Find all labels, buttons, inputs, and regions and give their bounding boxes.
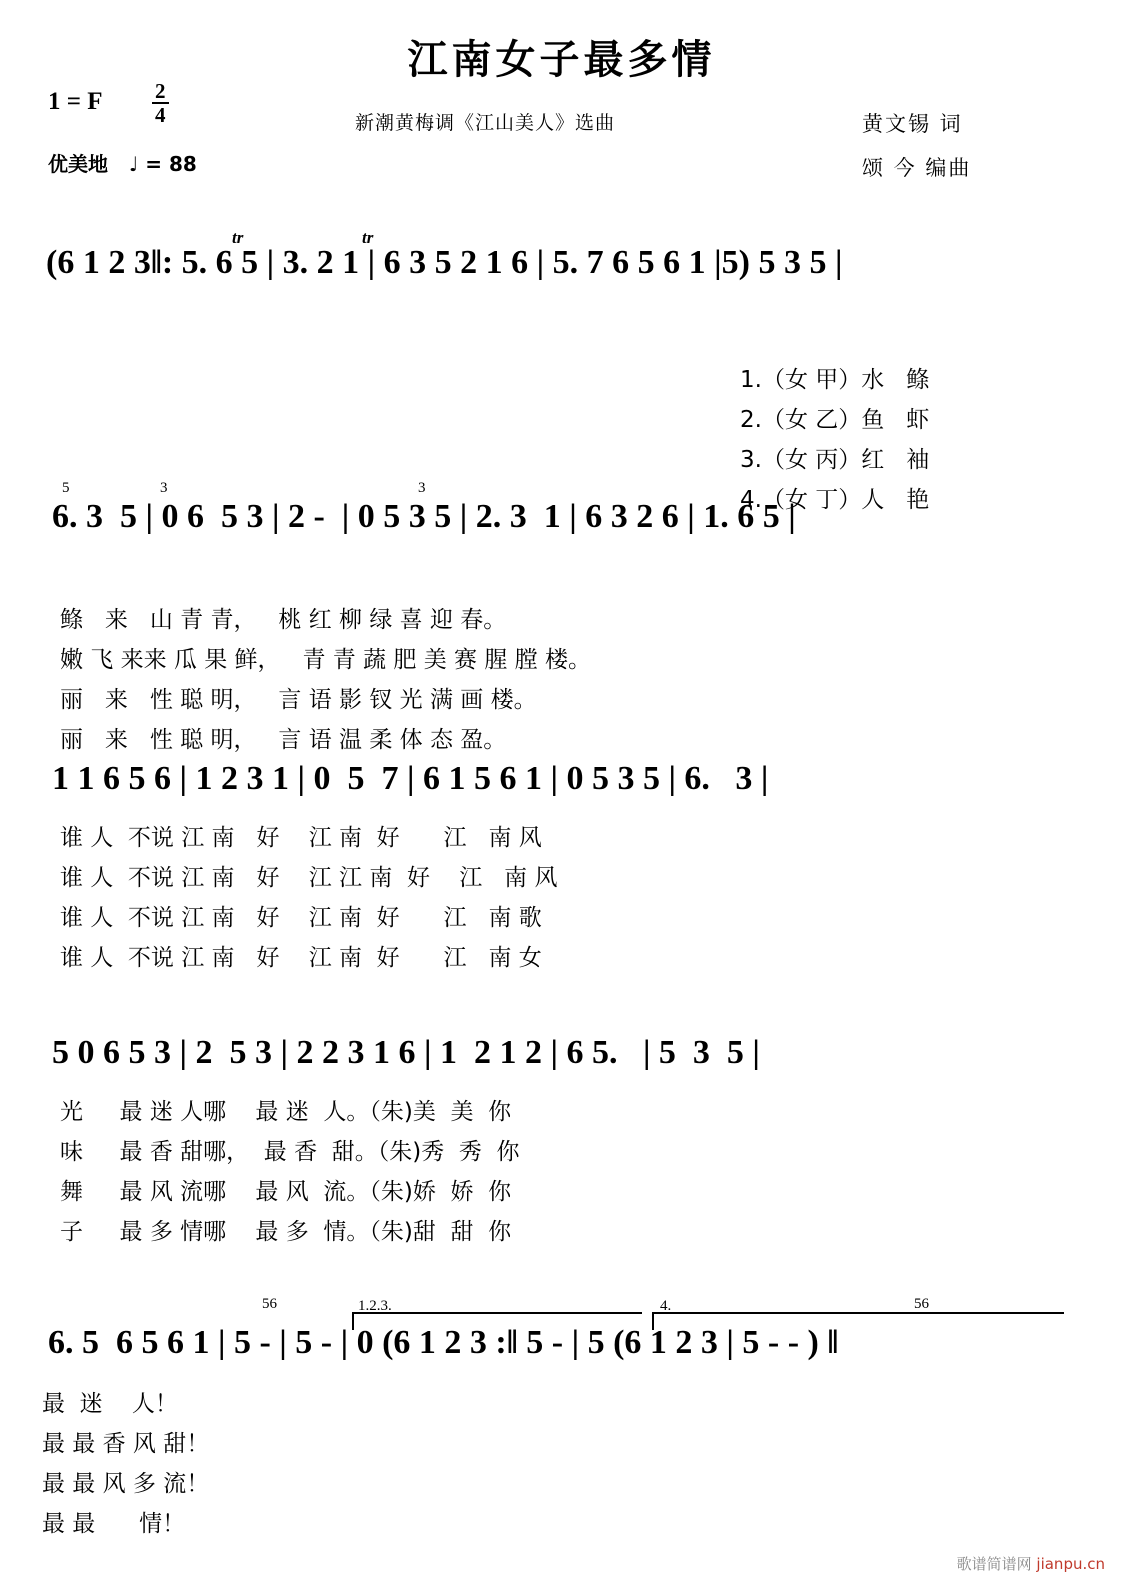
meter-numerator: 2 bbox=[152, 80, 169, 104]
notation-line: 5 0 6 5 3 | 2 5 3 | 2 2 3 1 6 | 1 2 1 2 | 6 5. | 5 3 5 | bbox=[52, 1034, 760, 1071]
trill-mark: tr bbox=[232, 228, 244, 247]
lyric-line: 丽 来 性 聪 明， 言 语 温 柔 体 态 盈。 bbox=[60, 727, 507, 753]
lyric-line: 舞 最 风 流哪 最 风 流。（朱)娇 娇 你 bbox=[60, 1179, 512, 1205]
fingering-mark: 56 bbox=[262, 1296, 277, 1312]
trill-mark: tr bbox=[362, 228, 374, 247]
composer-credit: 颂 今 编曲 bbox=[862, 156, 972, 180]
lyricist-credit: 黄文锡 词 bbox=[862, 112, 963, 136]
lyric-line: 鲦 来 山 青 青， 桃 红 柳 绿 喜 迎 春。 bbox=[60, 607, 507, 633]
lyric-line: 嫩 飞 来来 瓜 果 鲜， 青 青 蔬 肥 美 赛 腥 膛 楼。 bbox=[60, 647, 591, 673]
second-ending-label: 4. bbox=[660, 1298, 672, 1314]
notation-line: 6. 5 6 5 6 1 | 5 - | 5 - | 0 (6 1 2 3 :‖ 5 - | 5 (6 1 2 3 | 5 - - ) ‖ bbox=[48, 1324, 839, 1361]
music-system-5 bbox=[0, 1290, 1123, 1537]
watermark-text: 歌谱简谱网 bbox=[956, 1555, 1032, 1573]
music-system-3 bbox=[0, 748, 1123, 972]
fingering-mark: 5 bbox=[62, 480, 70, 496]
lyric-line: 3.（女 丙）红 袖 bbox=[740, 447, 930, 473]
tempo-value: = 88 bbox=[145, 152, 197, 176]
lyric-line: 子 最 多 情哪 最 多 情。（朱)甜 甜 你 bbox=[60, 1219, 512, 1245]
quarter-note-icon: ♩ bbox=[114, 152, 139, 176]
time-signature bbox=[152, 80, 169, 126]
subtitle: 新潮黄梅调《江山美人》选曲 bbox=[355, 112, 616, 134]
notation-line: 6. 3 5 | 0 6 5 3 | 2 - | 0 5 3 5 | 2. 3 1 | 6 3 2 6 | 1. 6 5 | bbox=[52, 498, 796, 535]
notation-line: 1 1 6 5 6 | 1 2 3 1 | 0 5 7 | 6 1 5 6 1 | 0 5 3 5 | 6. 3 | bbox=[52, 760, 769, 797]
fingering-mark: 3 bbox=[418, 480, 426, 496]
key-signature: 1 = F bbox=[48, 88, 103, 115]
tempo-marking bbox=[48, 148, 197, 177]
lyric-line: 4.（女 丁）人 艳 bbox=[740, 487, 930, 513]
fingering-mark: 3 bbox=[160, 480, 168, 496]
lyric-line: 1.（女 甲）水 鲦 bbox=[740, 367, 930, 393]
watermark bbox=[957, 1553, 1105, 1574]
music-system-4 bbox=[0, 1022, 1123, 1246]
lyric-line: 光 最 迷 人哪 最 迷 人。（朱)美 美 你 bbox=[60, 1099, 512, 1125]
page-title: 江南女子最多情 bbox=[407, 37, 716, 83]
lyric-line: 最 最 香 风 甜！ bbox=[42, 1431, 210, 1457]
lyric-line: 最 最 风 多 流！ bbox=[42, 1471, 210, 1497]
lyric-line: 谁 人 不说 江 南 好 江 南 好 江 南 歌 bbox=[60, 905, 542, 931]
notation-line: (6 1 2 3‖: 5. 6 5 | 3. 2 1 | 6 3 5 2 1 6 | 5. 7 6 5 6 1 |5) 5 3 5 | bbox=[46, 244, 843, 281]
lyric-line: 谁 人 不说 江 南 好 江 南 好 江 南 女 bbox=[60, 945, 542, 971]
fingering-mark: 56 bbox=[914, 1296, 929, 1312]
lyric-line: 2.（女 乙）鱼 虾 bbox=[740, 407, 930, 433]
expression-marking: 优美地 bbox=[48, 152, 108, 176]
music-system-1 bbox=[0, 222, 1123, 513]
lyric-line: 味 最 香 甜哪， 最 香 甜。（朱)秀 秀 你 bbox=[60, 1139, 520, 1165]
lyric-line: 谁 人 不说 江 南 好 江 南 好 江 南 风 bbox=[60, 825, 542, 851]
meter-denominator: 4 bbox=[155, 103, 166, 128]
lyric-line: 丽 来 性 聪 明， 言 语 影 钗 光 满 画 楼。 bbox=[60, 687, 537, 713]
watermark-url: jianpu.cn bbox=[1036, 1555, 1105, 1573]
lyric-line: 谁 人 不说 江 南 好 江 江 南 好 江 南 风 bbox=[60, 865, 558, 891]
lyric-line: 最 迷 人！ bbox=[42, 1391, 178, 1417]
first-ending-label: 1.2.3. bbox=[358, 1298, 392, 1314]
lyric-line: 最 最 情！ bbox=[42, 1511, 186, 1537]
music-system-2 bbox=[0, 480, 1123, 753]
